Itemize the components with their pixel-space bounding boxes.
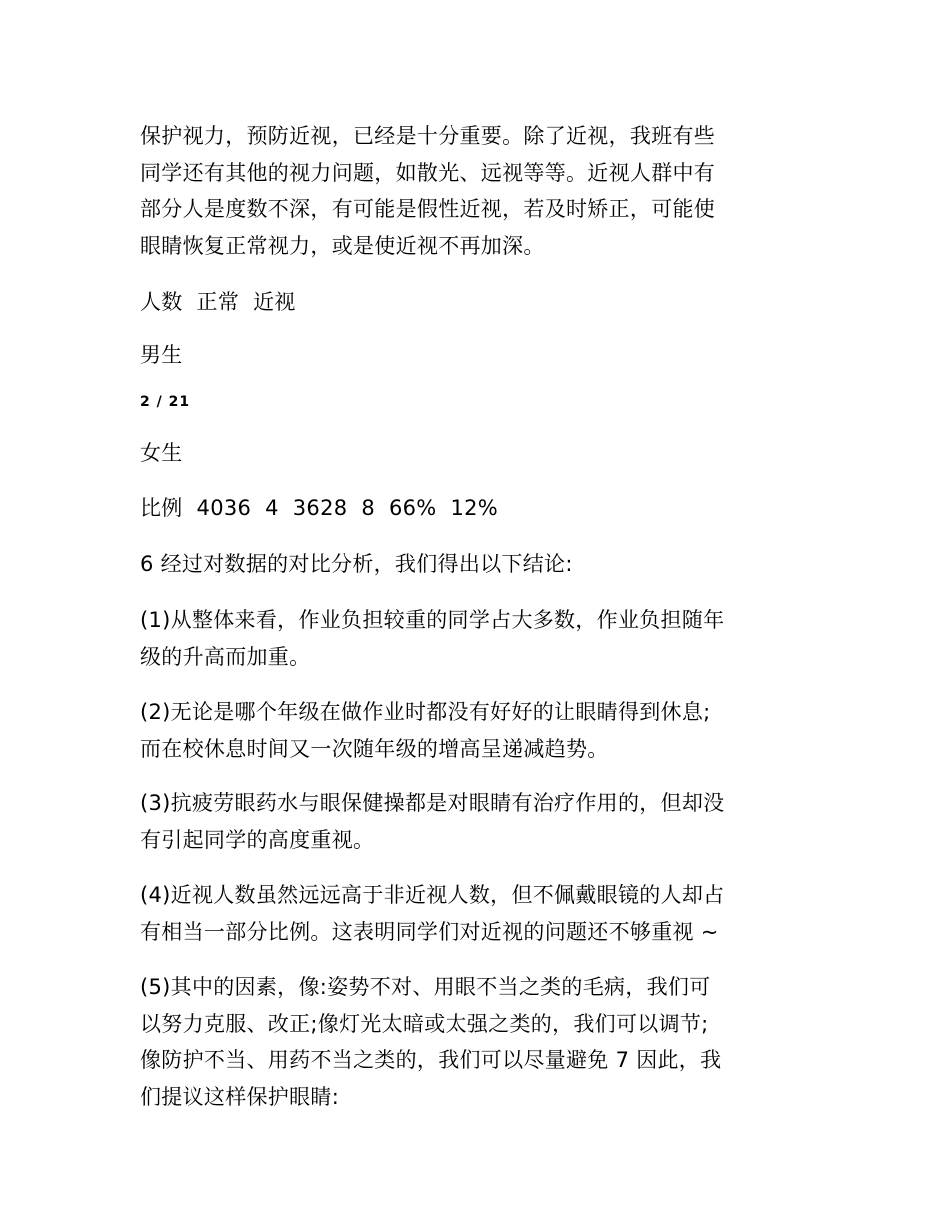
conclusion-item-5 [140,969,820,1115]
conclusion-item-2 [140,694,820,767]
conclusion-item-1 [140,602,820,675]
conclusion-4-line-2: 有相当一部分比例。这表明同学们对近视的问题还不够重视 ~ [140,919,719,944]
conclusion-3-line-2: 有引起同学的高度重视。 [140,827,375,852]
intro-line-3: 部分人是度数不深，有可能是假性近视，若及时矫正，可能使 [140,197,716,221]
conclusion-item-4 [140,877,820,950]
conclusion-item-3 [140,785,820,858]
table-row-male: 男生 [140,343,183,367]
conclusion-2-line-2: 而在校休息时间又一次随年级的增高呈递减趋势。 [140,736,609,761]
intro-paragraph [140,118,820,264]
table-header-row: 人数 正常 近视 [140,290,296,314]
conclusion-2-line-1: (2)无论是哪个年级在做作业时都没有好好的让眼睛得到休息; [140,700,711,724]
table-row-female: 女生 [140,441,183,465]
conclusion-1-line-1: (1)从整体来看，作业负担较重的同学占大多数，作业负担随年 [140,608,725,632]
intro-line-2: 同学还有其他的视力问题，如散光、远视等等。近视人群中有 [140,160,716,185]
conclusion-1-line-2: 级的升高而加重。 [140,644,311,669]
table-row-ratio: 比例 4036 4 3628 8 66% 12% [140,496,499,520]
conclusion-intro: 6 经过对数据的对比分析，我们得出以下结论: [140,552,573,576]
conclusion-5-line-1: (5)其中的因素，像:姿势不对、用眼不当之类的毛病，我们可 [140,975,711,999]
conclusion-5-line-3: 像防护不当、用药不当之类的，我们可以尽量避免 7 因此，我 [140,1048,722,1072]
conclusion-5-line-2: 以努力克服、改正;像灯光太暗或太强之类的，我们可以调节; [140,1011,709,1036]
intro-line-4: 眼睛恢复正常视力，或是使近视不再加深。 [140,233,545,258]
intro-line-1: 保护视力，预防近视，已经是十分重要。除了近视，我班有些 [140,124,716,148]
conclusion-3-line-1: (3)抗疲劳眼药水与眼保健操都是对眼睛有治疗作用的，但却没 [140,791,725,815]
page-number: 2 / 21 [140,394,191,410]
conclusion-4-line-1: (4)近视人数虽然远远高于非近视人数，但不佩戴眼镜的人却占 [140,883,725,907]
conclusion-5-line-4: 们提议这样保护眼睛: [140,1084,340,1109]
